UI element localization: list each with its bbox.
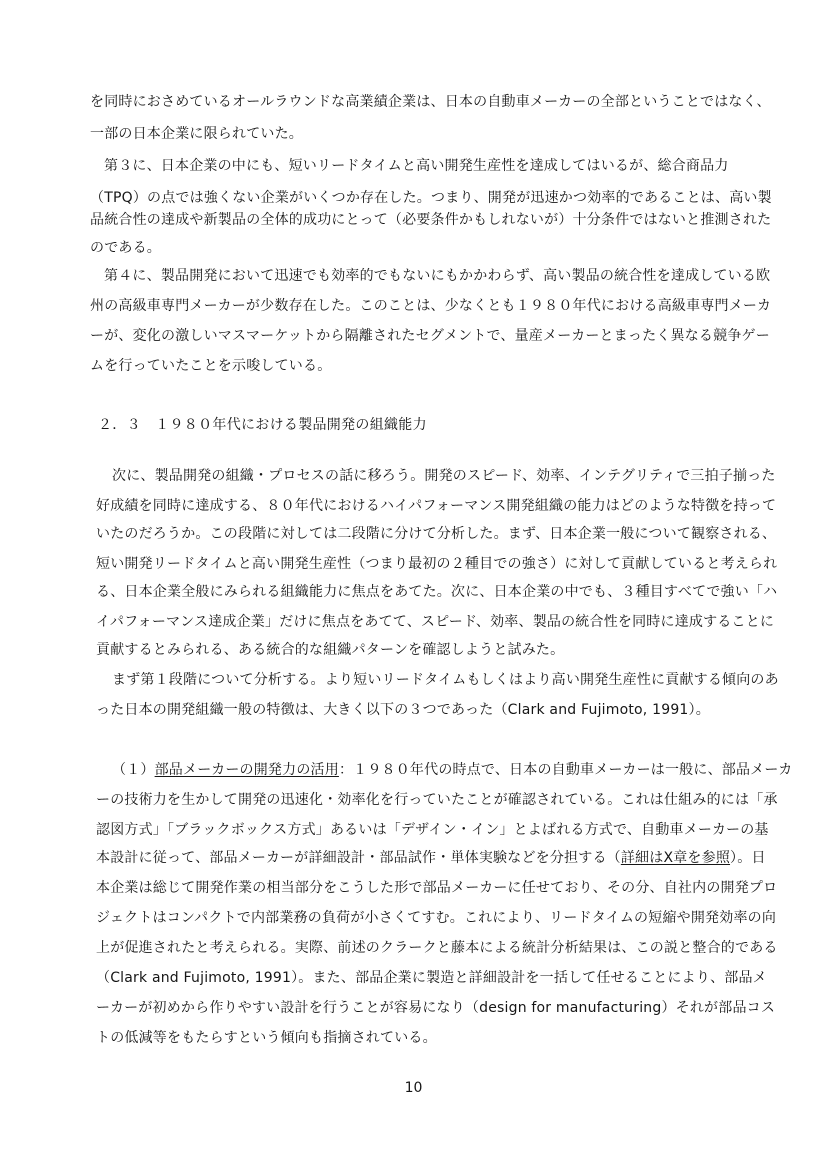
paragraph-line: 一部の日本企業に限られていた。	[90, 126, 303, 142]
page-number: 10	[404, 1080, 423, 1096]
cross-reference-link[interactable]: 詳細はX章を参照	[620, 850, 731, 866]
paragraph-line: のである。	[90, 240, 161, 256]
paragraph-line: 州の高級車専門メーカーが少数存在した。このことは、少なくとも１９８０年代における高級車専門メーカ	[90, 298, 772, 314]
paragraph-line: ムを行っていたことを示唆している。	[90, 358, 332, 374]
paragraph-line: 第４に、製品開発において迅速でも効率的でもないにもかかわらず、高い製品の統合性を達成している欧	[104, 268, 771, 284]
paragraph-text: ）。日	[730, 850, 766, 866]
paragraph-line: ーの技術力を生かして開発の迅速化・効率化を行っていたことが確認されている。これは仕組み的には「承	[96, 792, 778, 808]
paragraph-line: イパフォーマンス達成企業」だけに焦点をあてて、スピード、効率、製品の統合性を同時に達成することに	[96, 614, 775, 630]
paragraph-line: ジェクトはコンパクトで内部業務の負荷が小さくてすむ。これにより、リードタイムの短縮や開発効率の向	[96, 910, 777, 926]
paragraph-line: （Clark and Fujimoto, 1991）。また、部品企業に製造と詳細設計を一括して任せることにより、部品メ	[96, 970, 767, 986]
paragraph-line: を同時におさめているオールラウンドな高業績企業は、日本の自動車メーカーの全部ということではなく、	[90, 94, 771, 110]
paragraph-line: 次に、製品開発の組織・プロセスの話に移ろう。開発のスピード、効率、インテグリティで三拍子揃った	[112, 468, 776, 484]
paragraph-line: ーが、変化の激しいマスマーケットから隔離されたセグメントで、量産メーカーとまったく異なる競争ゲー	[90, 328, 770, 344]
paragraph-line: 短い開発リードタイムと高い開発生産性（つまり最初の２種目での強さ）に対して貢献していると考えられ	[96, 556, 778, 572]
paragraph-line: （TPQ）の点では強くない企業がいくつか存在した。つまり、開発が迅速かつ効率的であることは、高い製	[90, 190, 772, 206]
paragraph-line: 上が促進されたと考えられる。実際、前述のクラークと藤本による統計分析結果は、この説と整合的である	[96, 940, 778, 956]
paragraph-line: 貢献するとみられる、ある統合的な組織パターンを確認しようと試みた。	[96, 642, 565, 658]
paragraph-line: いたのだろうか。この段階に対しては二段階に分けて分析した。まず、日本企業一般について観察される、	[96, 526, 777, 542]
paragraph-line: 本企業は総じて開発作業の相当部分をこうした形で部品メーカーに任せており、その分、自社内の開発プロ	[96, 880, 778, 896]
paragraph-text: 本設計に従って、部品メーカーが詳細設計・部品試作・単体実験などを分担する（	[96, 850, 621, 866]
paragraph-line-with-reference	[96, 848, 766, 868]
paragraph-line: ーカーが初めから作りやすい設計を行うことが容易になり（design for manufacturing）それが部品コス	[96, 1000, 776, 1016]
paragraph-line: 認図方式」「ブラックボックス方式」あるいは「デザイン・イン」とよばれる方式で、自動車メーカーの基	[96, 822, 769, 838]
list-item-text: ：１９８０年代の時点で、日本の自動車メーカーは一般に、部品メーカ	[338, 762, 793, 778]
paragraph-line: る、日本企業全般にみられる組織能力に焦点をあてた。次に、日本企業の中でも、３種目すべてで強い「ハ	[96, 584, 778, 600]
paragraph-line: トの低減等をもたらすという傾向も指摘されている。	[96, 1030, 437, 1046]
list-item-number: （１）	[112, 762, 155, 778]
list-item-first-line	[112, 760, 793, 780]
section-heading: ２．３ １９８０年代における製品開発の組織能力	[98, 417, 427, 433]
paragraph-line: 第３に、日本企業の中にも、短いリードタイムと高い開発生産性を達成してはいるが、総合商品力	[104, 158, 729, 174]
list-item-title: 部品メーカーの開発力の活用	[154, 762, 339, 778]
paragraph-line: 好成績を同時に達成する、８０年代におけるハイパフォーマンス開発組織の能力はどのような特徴を持って	[96, 498, 777, 514]
paragraph-line: 品統合性の達成や新製品の全体的成功にとって（必要条件かもしれないが）十分条件ではないと推測された	[90, 212, 772, 228]
paragraph-line: まず第１段階について分析する。より短いリードタイムもしくはより高い開発生産性に貢献する傾向のあ	[112, 672, 779, 688]
paragraph-line: った日本の開発組織一般の特徴は、大きく以下の３つであった（Clark and Fujimoto, 1991）。	[96, 702, 710, 718]
